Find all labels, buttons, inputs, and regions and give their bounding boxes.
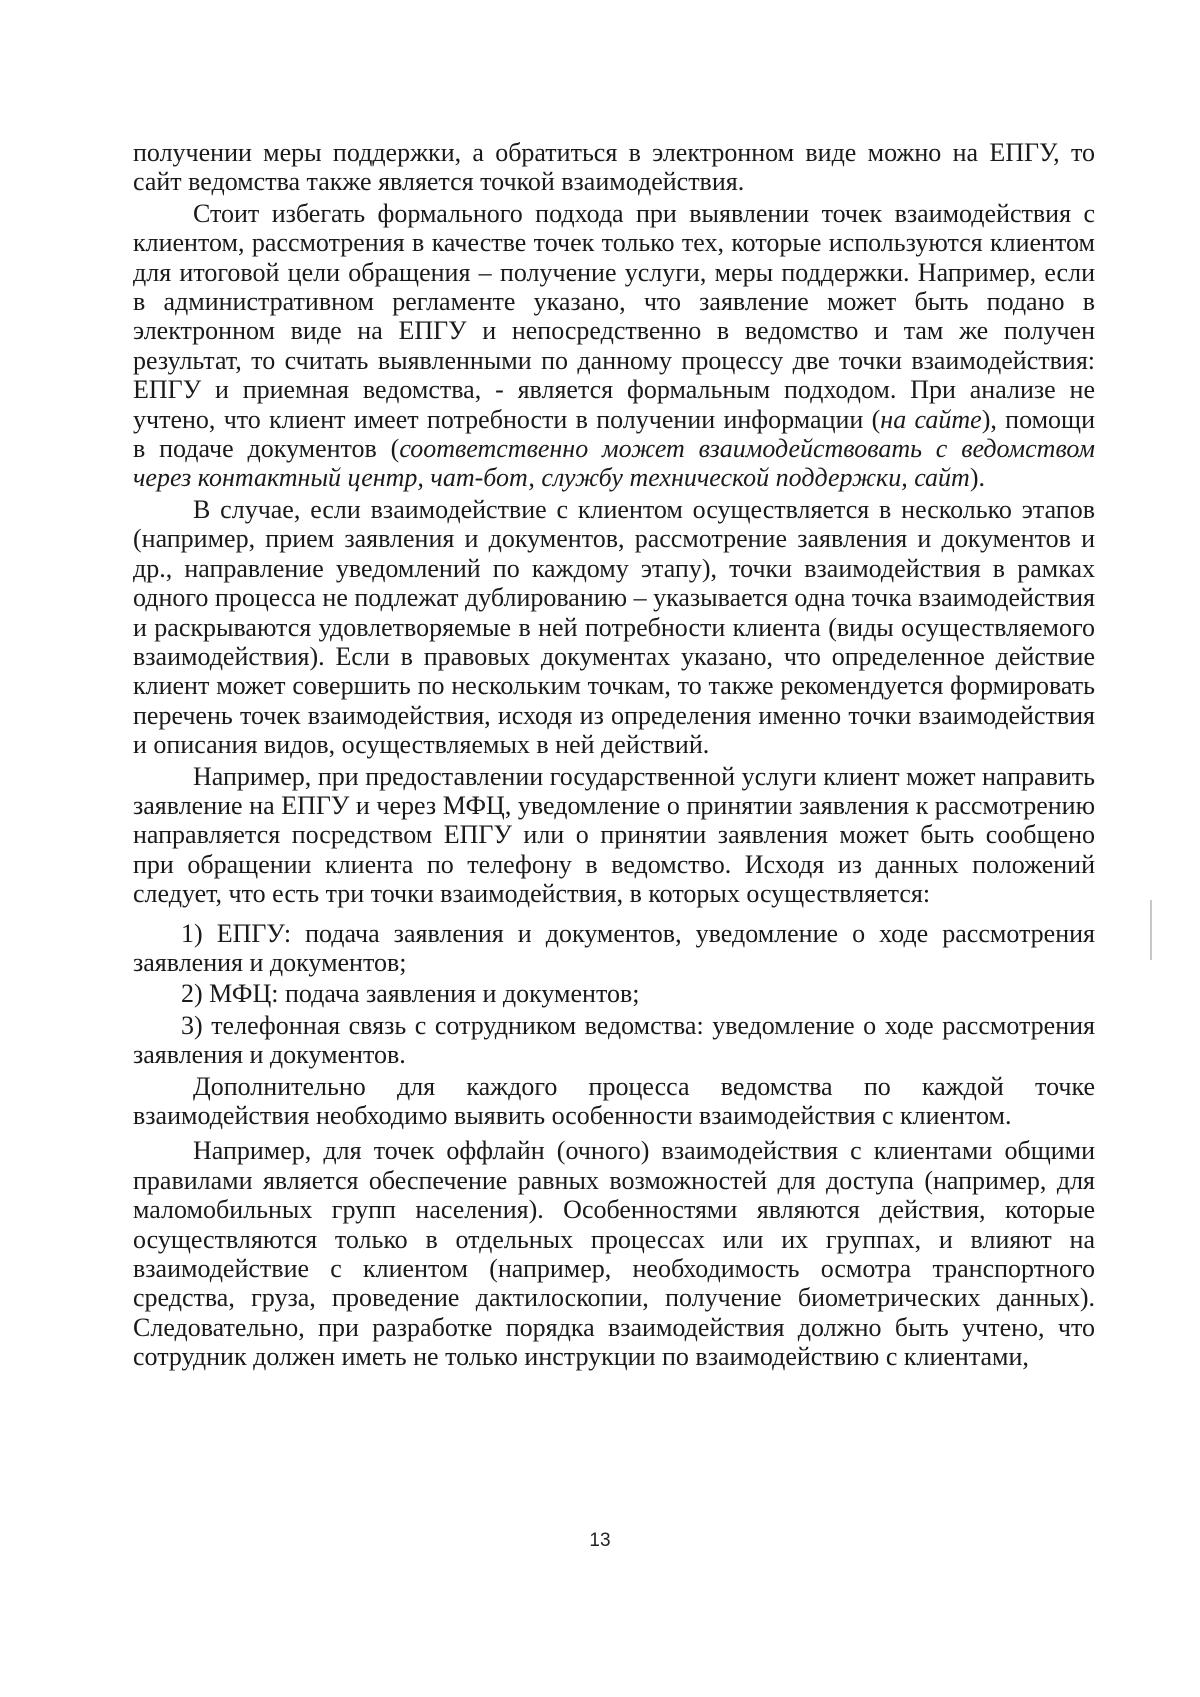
paragraph-text: ), помощи в подаче документов ( — [133, 404, 1095, 464]
paragraph-text: ). — [969, 463, 986, 493]
paragraph-multistage: В случае, если взаимодействие с клиентом осуществляется в несколько этапов (например, прием заявления и документов, рассмотрение заявления и документов и др., направление уведомлений по каждому этапу), точки взаимодействия в рамках одного процесса не подлежат дублированию – указывается одна точка взаимодействия и раскрываются удовлетворяемые в ней потребности клиента (виды осуществляемого взаимодействия). Если в правовых документах указано, что определенное действие клиент может совершить по нескольким точкам, то также рекомендуется формировать перечень точек взаимодействия, исходя из определения именно точки взаимодействия и описания видов, осуществляемых в ней действий. — [133, 494, 1095, 760]
paragraph-example-service: Например, при предоставлении государственной услуги клиент может направить заявление на ЕПГУ и через МФЦ, уведомление о принятии заявления к рассмотрению направляется посредством ЕПГУ или о принятии заявления может быть сообщено при обращении клиента по телефону в ведомство. Исходя из данных положений следует, что есть три точки взаимодействия, в которых осуществляется: — [133, 761, 1095, 909]
paragraph-offline-example: Например, для точек оффлайн (очного) взаимодействия с клиентами общими правилами является обеспечение равных возможностей для доступа (например, для маломобильных групп населения). Особенностями являются действия, которые осуществляются только в отдельных процессах или их группах, и влияют на взаимодействие с клиентом (например, необходимость осмотра транспортного средства, груза, проведение дактилоскопии, получение биометрических данных). Следовательно, при разработке порядка взаимодействия должно быть учтено, что сотрудник должен иметь не только инструкции по взаимодействию с клиентами, — [133, 1136, 1095, 1372]
paragraph-text: Стоит избегать формального подхода при выявлении точек взаимодействия с клиентом, рассмотрения в качестве точек только тех, которые используются клиентом для итоговой цели обращения – получение услуги, меры поддержки. Например, если в административном регламенте указано, что заявление может быть подано в электронном виде на ЕПГУ и непосредственно в ведомство и там же получен результат, то считать выявленными по данному процессу две точки взаимодействия: ЕПГУ и приемная ведомства, - является формальным подходом. При анализе не учтено, что клиент имеет потребности в получении информации ( — [133, 198, 1095, 434]
paragraph-continuation: получении меры поддержки, а обратиться в электронном виде можно на ЕПГУ, то сайт ведомства также является точкой взаимодействия. — [133, 138, 1095, 197]
italic-text: на сайте — [880, 404, 982, 434]
page-number: 13 — [589, 1530, 611, 1551]
italic-text: соответственно может взаимодействовать с ведомством через контактный центр, чат-бот, службу технической поддержки, сайт — [133, 434, 1095, 493]
list-item: 2) МФЦ: подача заявления и документов; — [181, 979, 640, 1009]
paragraph-formal-approach — [133, 199, 1095, 493]
list-item: 3) телефонная связь с сотрудником ведомства: уведомление о ходе рассмотрения заявления и документов. — [133, 1010, 1095, 1070]
list-item: 1) ЕПГУ: подача заявления и документов, уведомление о ходе рассмотрения заявления и документов; — [133, 918, 1095, 977]
document-body — [133, 138, 1095, 1374]
paragraph-additional: Дополнительно для каждого процесса ведомства по каждой точке взаимодействия необходимо выявить особенности взаимодействия с клиентом. — [133, 1071, 1095, 1130]
scan-artifact-mark — [1150, 900, 1152, 960]
